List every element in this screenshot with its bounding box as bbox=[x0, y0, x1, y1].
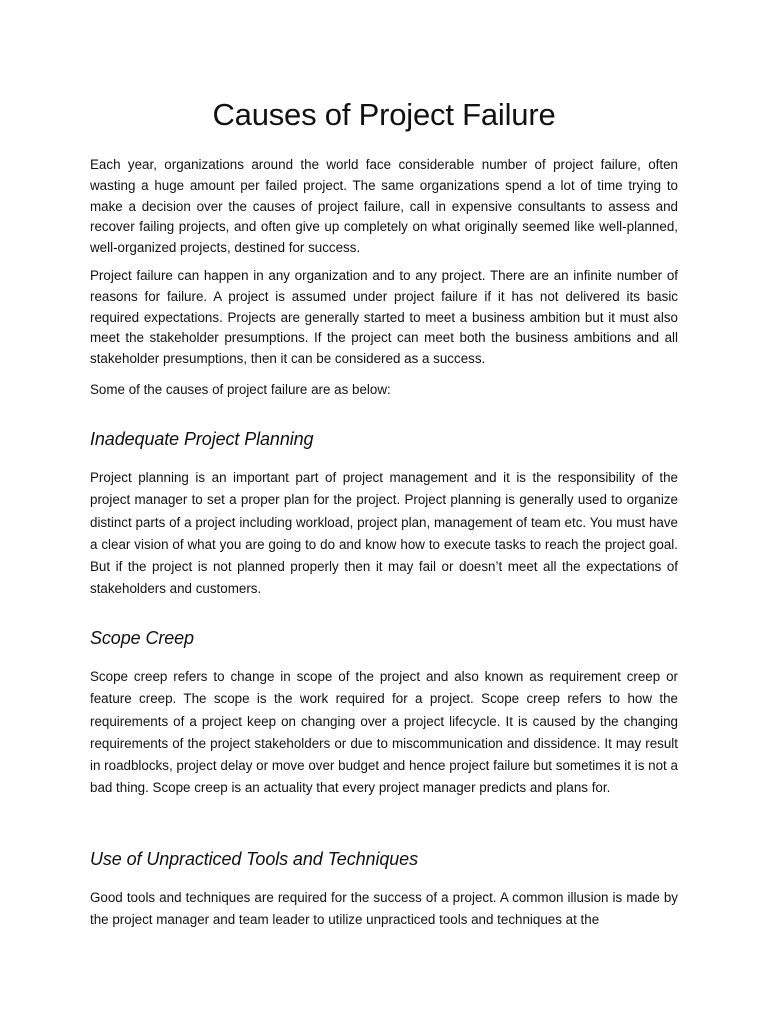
section-body-scope-creep: Scope creep refers to change in scope of the project and also known as requirement creep or feature creep. The scope is the work required for a project. Scope creep refers to how the requirements of a project keep on changing over a project lifecycle. It is caused by the changing requirements of the project stakeholders or due to miscommunication and dissidence. It may result in roadblocks, project delay or move over budget and hence project failure but sometimes it is not a bad thing. Scope creep is an actuality that every project manager predicts and plans for. bbox=[90, 669, 678, 796]
section-heading-scope-creep: Scope Creep bbox=[90, 628, 194, 648]
intro-paragraph-2: Project failure can happen in any organization and to any project. There are an infinite number of reasons for failure. A project is assumed under project failure if it has not delivered its basic required expectations. Projects are generally started to meet a business ambition but it must also meet the stakeholder presumptions. If the project can meet both the business ambitions and all stakeholder presumptions, then it can be considered as a success. bbox=[90, 268, 678, 367]
document-title: Causes of Project Failure bbox=[212, 97, 556, 132]
section-heading-unpracticed-tools: Use of Unpracticed Tools and Techniques bbox=[90, 849, 418, 869]
section-body-unpracticed-tools: Good tools and techniques are required for the success of a project. A common illusion is made by the project manager and team leader to utilize unpracticed tools and techniques at the bbox=[90, 890, 678, 928]
intro-paragraph-1: Each year, organizations around the world face considerable number of project failure, often wasting a huge amount per failed project. The same organizations spend a lot of time trying to make a decision over the causes of project failure, call in expensive consultants to assess and recover failing projects, and often give up completely on what originally seemed like well-planned, well-organized projects, destined for success. bbox=[90, 157, 678, 256]
intro-paragraph-3: Some of the causes of project failure are as below: bbox=[90, 382, 391, 397]
section-heading-inadequate-planning: Inadequate Project Planning bbox=[90, 429, 314, 449]
section-body-inadequate-planning: Project planning is an important part of project management and it is the responsibility of the project manager to set a proper plan for the project. Project planning is generally used to organize distinct parts of a project including workload, project plan, management of team etc. You must have a clear vision of what you are going to do and know how to execute tasks to reach the project goal. But if the project is not planned properly then it may fail or doesn’t meet all the expectations of stakeholders and customers. bbox=[90, 470, 678, 597]
